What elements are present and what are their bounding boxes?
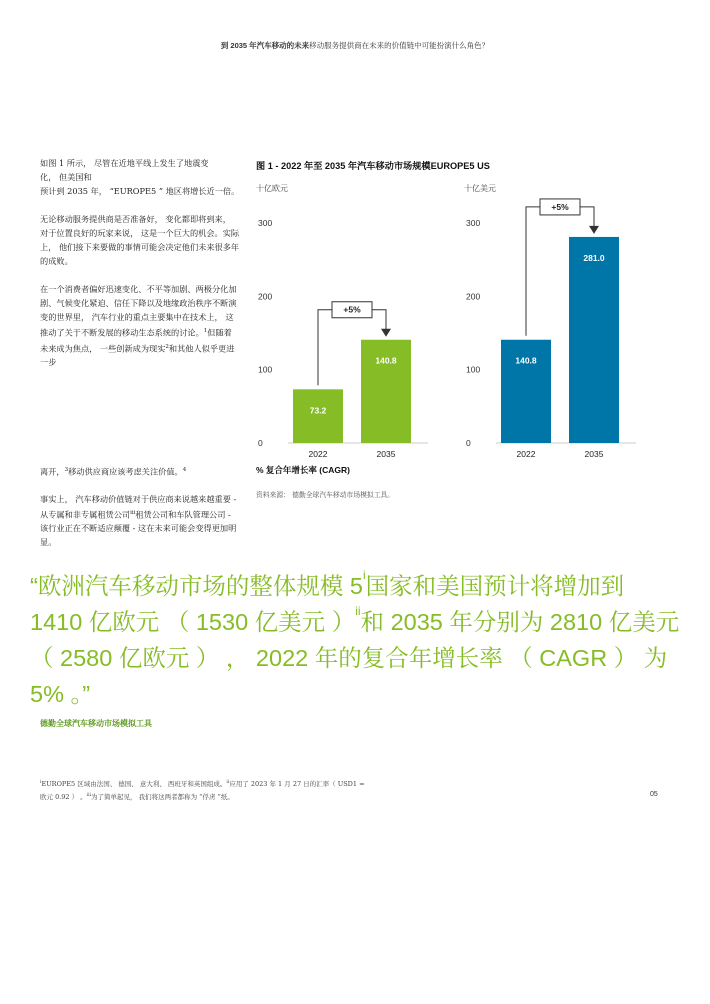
p3-sup2: 2 [165, 343, 169, 350]
cagr-label: +5% [551, 201, 569, 212]
p3-sup: 1 [203, 328, 208, 334]
body-text-lower [40, 463, 240, 558]
quote-part2: 国家和美国预计将增加到 1410 亿欧元 （ 1530 亿美元 ） [30, 573, 625, 635]
fn-sup3: iii [86, 793, 91, 799]
cagr-connector-left [318, 310, 332, 386]
bar-value-label: 140.8 [375, 355, 397, 366]
header-rest: 移动服务提供商在未来的价值链中可能扮演什么角色？ [309, 41, 490, 50]
p1-line3: 预计到 2035 年， “EUROPE5 ” 地区将增长近一倍。 [40, 186, 240, 196]
page-number: 05 [650, 791, 658, 798]
p5-text-b: 租赁公司和车队管理公司 - 该行业正在不断适应颠覆 - 这在未来可能会变得更加明显。 [40, 509, 237, 548]
cagr-label: +5% [343, 304, 361, 315]
unit-label-usd: 十亿美元 [464, 184, 496, 193]
pull-quote [30, 568, 680, 712]
fn-sup2: ii [226, 780, 230, 785]
quote-part3: 和 2035 年分别为 2810 亿美元 （ 2580 亿欧元 ） ， 2022 年的复合年增长率 （ CAGR ） 为 5% 。” [30, 609, 680, 707]
x-tick-label: 2022 [308, 449, 328, 459]
p1-line1: 如图 1 所示， 尽管在近地平线上发生了地震变 [40, 158, 209, 168]
x-tick-label: 2035 [584, 449, 604, 459]
paragraph-5 [40, 492, 240, 550]
y-tick-label: 100 [258, 364, 273, 375]
p3-text-a: 在一个消费者偏好迅速变化、不平等加剧、两极分化加剧、气候变化紧迫、信任下降以及地缘政治秩序不断演变的世界里， 汽车行业的重点主要集中在技术上， 这推动了关于不断发展的移动生态系统的讨论。 [40, 284, 237, 338]
p5-text-a: 事实上， 汽车移动价值链对于供应商来说越来越重要 - 从专属和非专属租赁公司 [40, 493, 237, 520]
fn-text4: 为了简单起见， 我们将这两者都称为 “俘虏 ”纸。 [91, 793, 234, 802]
fn-text1: EUROPE5 区域由法国、 德国、 意大利、 西班牙和英国组成。 [41, 780, 227, 789]
cagr-arrow-icon [589, 226, 599, 234]
x-tick-label: 2022 [516, 449, 536, 459]
cagr-connector-left [526, 207, 540, 336]
cagr-arrow-icon [381, 329, 391, 337]
x-tick-label: 2035 [376, 449, 396, 459]
quote-source: 德勤全球汽车移动市场模拟工具 [40, 719, 152, 728]
cagr-legend-label: % 复合年增长率 (CAGR) [256, 465, 350, 475]
quote-sup2: ii [355, 604, 361, 618]
bar [569, 237, 619, 443]
paragraph-4 [40, 463, 240, 479]
fn-text3: 欧元 0.92 ） 。 [40, 793, 87, 802]
y-tick-label: 100 [466, 364, 481, 375]
p5-sup: iii [130, 509, 136, 516]
cagr-connector-right [580, 207, 594, 227]
bar-value-label: 140.8 [515, 355, 537, 366]
paragraph-2: 无论移动服务提供商是否准备好， 变化都即将到来， 对于位置良好的玩家来说， 这是一个巨大的机会。实际上， 他们接下来要做的事情可能会决定他们未来很多年的成败。 [40, 214, 240, 266]
y-tick-label: 0 [258, 438, 263, 448]
footnote [40, 777, 640, 803]
bar-value-label: 73.2 [309, 405, 327, 416]
chart-usd [458, 195, 658, 465]
p3-text-b: 但随着未来成为焦点， 一些创新成为现实 [40, 327, 232, 354]
unit-label-eur: 十亿欧元 [256, 184, 288, 193]
p4-text-b: 移动供应商应该考虑关注价值。 [68, 466, 183, 477]
p4-text-a: 离开， [40, 466, 65, 477]
paragraph-3 [40, 282, 240, 369]
bar [293, 389, 343, 443]
y-tick-label: 200 [258, 291, 273, 302]
figure-source: 资料来源： 德勤全球汽车移动市场模拟工具。 [256, 491, 395, 499]
quote-sup1: i [362, 568, 366, 582]
paragraph-1 [40, 156, 240, 198]
body-text-upper [40, 156, 240, 378]
p1-line2: 化， 但美国和 [40, 172, 92, 182]
p4-sup2: 4 [182, 467, 187, 473]
header-bold: 到 2035 年汽车移动的未来 [220, 41, 310, 50]
p3-text-c: 和其他人似乎更进一步 [40, 343, 235, 368]
p4-sup: 3 [64, 467, 69, 473]
y-tick-label: 200 [466, 291, 481, 302]
y-tick-label: 0 [466, 438, 471, 448]
figure-title: 图 1 - 2022 年至 2035 年汽车移动市场规模EUROPE5 US [256, 161, 490, 171]
chart-eur [250, 195, 450, 465]
running-header [0, 40, 710, 51]
fn-text2: 应用了 2023 年 1 月 27 日的汇率（ USD1 = [229, 780, 365, 789]
y-tick-label: 300 [258, 218, 273, 228]
y-tick-label: 300 [466, 218, 481, 228]
cagr-connector-right [372, 310, 386, 330]
quote-part1: “欧洲汽车移动市场的整体规模 5 [30, 573, 363, 599]
bar-value-label: 281.0 [583, 252, 605, 263]
fn-sup1: i [40, 780, 42, 785]
